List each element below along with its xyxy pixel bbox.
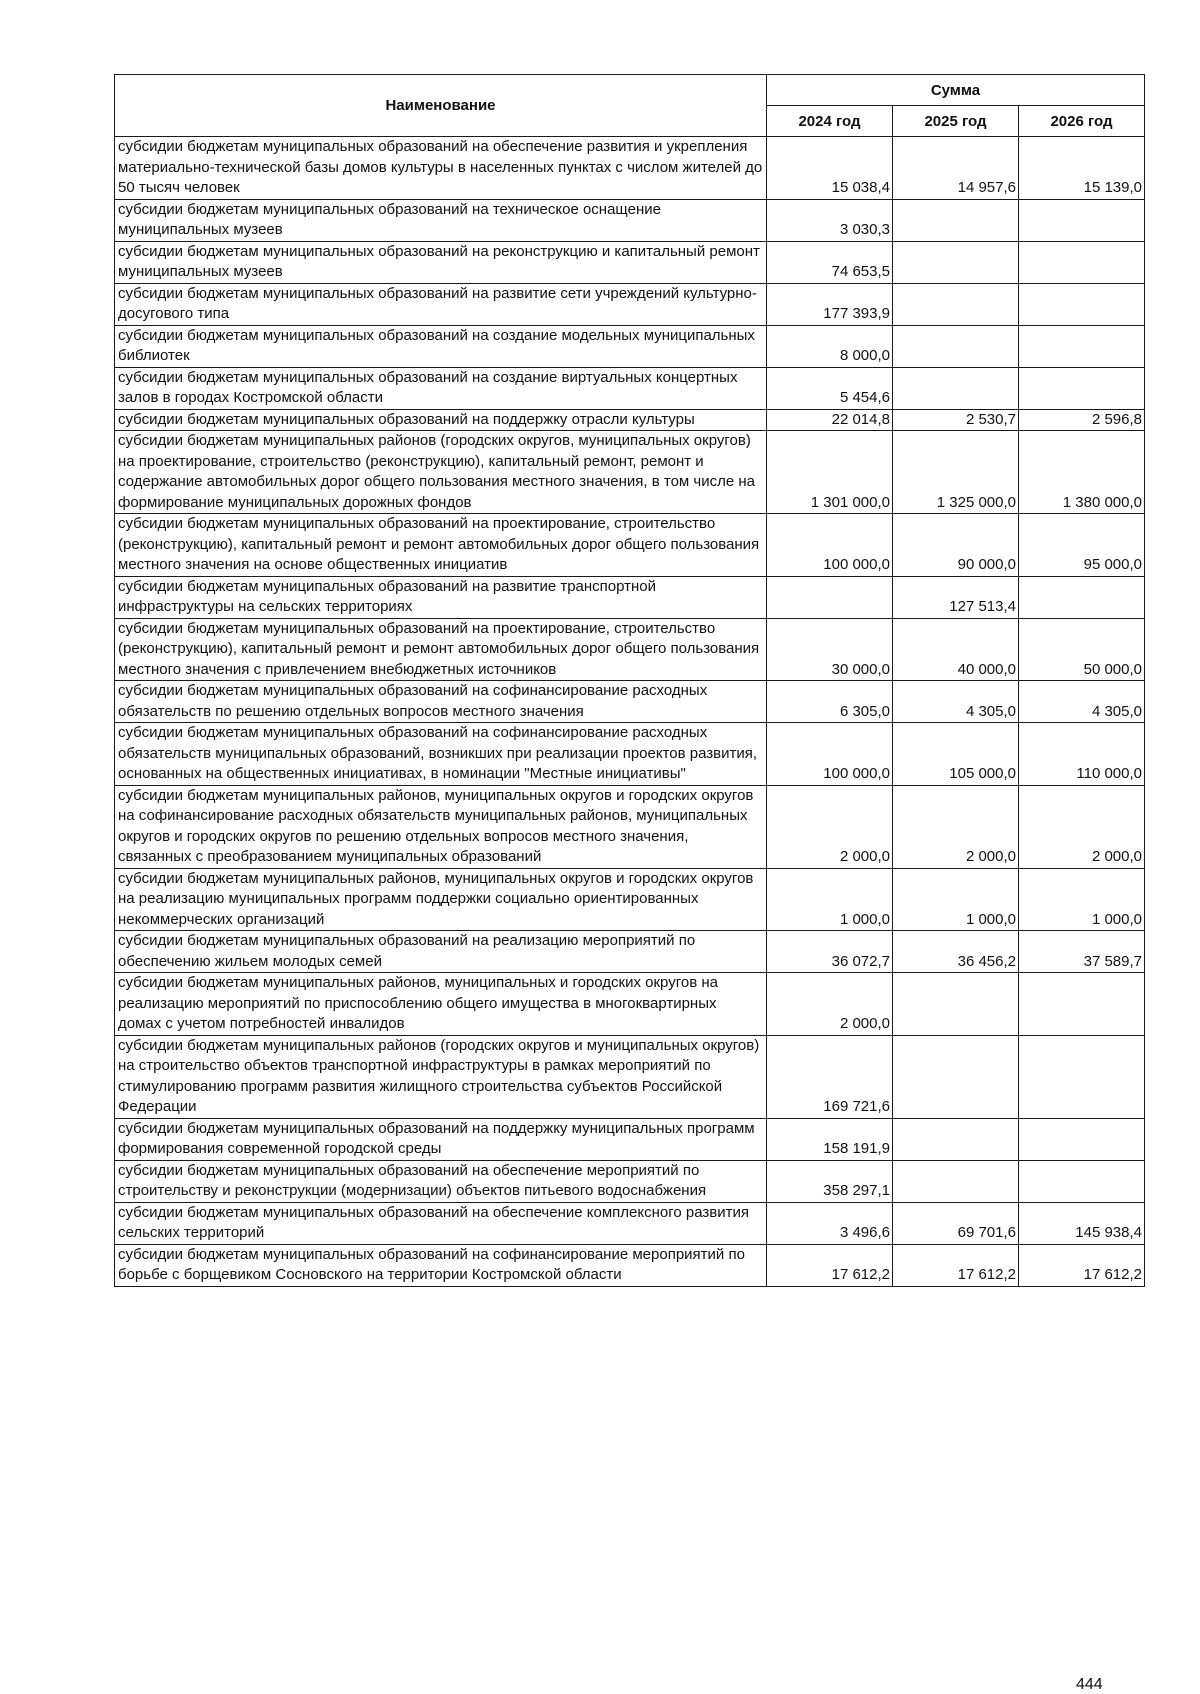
- row-name: субсидии бюджетам муниципальных образований на реализацию мероприятий по обеспечению жильем молодых семей: [115, 931, 767, 973]
- row-name: субсидии бюджетам муниципальных образований на софинансирование расходных обязательств муниципальных образований, возникших при реализации проектов развития, основанных на общественных инициативах, в номинации "Местные инициативы": [115, 723, 767, 786]
- table-row: [115, 1244, 1145, 1286]
- row-value-2025: 69 701,6: [893, 1202, 1019, 1244]
- row-value-2026: [1019, 576, 1145, 618]
- row-name: субсидии бюджетам муниципальных образований на реконструкцию и капитальный ремонт муниципальных музеев: [115, 241, 767, 283]
- table-row: [115, 1118, 1145, 1160]
- table-header: [115, 75, 1145, 137]
- row-value-2026: 15 139,0: [1019, 137, 1145, 200]
- table-row: [115, 137, 1145, 200]
- row-name: субсидии бюджетам муниципальных образований на проектирование, строительство (реконструкцию), капитальный ремонт и ремонт автомобильных дорог общего пользования местного значения на основе общественных инициатив: [115, 514, 767, 577]
- row-value-2025: [893, 1118, 1019, 1160]
- row-value-2024: 100 000,0: [767, 723, 893, 786]
- row-value-2025: 40 000,0: [893, 618, 1019, 681]
- row-value-2024: 1 301 000,0: [767, 431, 893, 514]
- table-row: [115, 283, 1145, 325]
- row-value-2026: [1019, 325, 1145, 367]
- row-name: субсидии бюджетам муниципальных образований на обеспечение развития и укрепления материально-технической базы домов культуры в населенных пунктах с числом жителей до 50 тысяч человек: [115, 137, 767, 200]
- table-row: [115, 973, 1145, 1036]
- row-value-2025: [893, 1035, 1019, 1118]
- document-page: [114, 74, 1144, 1287]
- row-name: субсидии бюджетам муниципальных образований на обеспечение мероприятий по строительству и реконструкции (модернизации) объектов питьевого водоснабжения: [115, 1160, 767, 1202]
- row-value-2026: 37 589,7: [1019, 931, 1145, 973]
- row-value-2026: [1019, 367, 1145, 409]
- table-row: [115, 409, 1145, 431]
- header-sum: Сумма: [767, 75, 1145, 106]
- row-value-2024: 177 393,9: [767, 283, 893, 325]
- table-body: [115, 137, 1145, 1287]
- row-value-2026: 17 612,2: [1019, 1244, 1145, 1286]
- row-value-2024: 158 191,9: [767, 1118, 893, 1160]
- row-value-2026: 1 380 000,0: [1019, 431, 1145, 514]
- row-value-2026: [1019, 1035, 1145, 1118]
- table-row: [115, 618, 1145, 681]
- row-value-2024: 30 000,0: [767, 618, 893, 681]
- row-value-2024: 17 612,2: [767, 1244, 893, 1286]
- row-value-2026: [1019, 1160, 1145, 1202]
- row-name: субсидии бюджетам муниципальных образований на поддержку отрасли культуры: [115, 409, 767, 431]
- row-name: субсидии бюджетам муниципальных образований на развитие сети учреждений культурно-досугового типа: [115, 283, 767, 325]
- table-row: [115, 723, 1145, 786]
- row-name: субсидии бюджетам муниципальных районов (городских округов, муниципальных округов) на проектирование, строительство (реконструкцию), капитальный ремонт, ремонт и содержание автомобильных дорог общего пользования местного значения, в том числе на формирование муниципальных дорожных фондов: [115, 431, 767, 514]
- row-value-2025: 36 456,2: [893, 931, 1019, 973]
- table-row: [115, 868, 1145, 931]
- table-row: [115, 241, 1145, 283]
- row-value-2026: 110 000,0: [1019, 723, 1145, 786]
- row-value-2024: 22 014,8: [767, 409, 893, 431]
- table-row: [115, 1202, 1145, 1244]
- row-name: субсидии бюджетам муниципальных образований на создание модельных муниципальных библиотек: [115, 325, 767, 367]
- row-value-2024: 3 496,6: [767, 1202, 893, 1244]
- row-value-2026: 2 000,0: [1019, 785, 1145, 868]
- row-value-2025: 1 000,0: [893, 868, 1019, 931]
- row-value-2024: 15 038,4: [767, 137, 893, 200]
- row-value-2025: 90 000,0: [893, 514, 1019, 577]
- row-name: субсидии бюджетам муниципальных районов, муниципальных округов и городских округов на реализацию муниципальных программ поддержки социально ориентированных некоммерческих организаций: [115, 868, 767, 931]
- row-value-2025: [893, 1160, 1019, 1202]
- row-name: субсидии бюджетам муниципальных районов, муниципальных округов и городских округов на софинансирование расходных обязательств муниципальных районов, муниципальных округов и городских округов по решению отдельных вопросов местного значения, связанных с преобразованием муниципальных образований: [115, 785, 767, 868]
- row-value-2025: [893, 283, 1019, 325]
- row-value-2026: [1019, 973, 1145, 1036]
- row-value-2025: [893, 973, 1019, 1036]
- row-name: субсидии бюджетам муниципальных районов (городских округов и муниципальных округов) на строительство объектов транспортной инфраструктуры в рамках мероприятий по стимулированию программ развития жилищного строительства субъектов Российской Федерации: [115, 1035, 767, 1118]
- table-row: [115, 1035, 1145, 1118]
- row-value-2024: 358 297,1: [767, 1160, 893, 1202]
- row-value-2025: 105 000,0: [893, 723, 1019, 786]
- row-name: субсидии бюджетам муниципальных районов, муниципальных и городских округов на реализацию мероприятий по приспособлению общего имущества в многоквартирных домах с учетом потребностей инвалидов: [115, 973, 767, 1036]
- row-value-2025: 14 957,6: [893, 137, 1019, 200]
- table-row: [115, 431, 1145, 514]
- row-value-2025: 1 325 000,0: [893, 431, 1019, 514]
- row-name: субсидии бюджетам муниципальных образований на софинансирование расходных обязательств по решению отдельных вопросов местного значения: [115, 681, 767, 723]
- table-row: [115, 681, 1145, 723]
- row-value-2026: 145 938,4: [1019, 1202, 1145, 1244]
- row-value-2025: 17 612,2: [893, 1244, 1019, 1286]
- budget-table: [114, 74, 1145, 1287]
- table-row: [115, 785, 1145, 868]
- row-value-2026: 50 000,0: [1019, 618, 1145, 681]
- table-row: [115, 576, 1145, 618]
- row-value-2026: [1019, 1118, 1145, 1160]
- header-year-2024: 2024 год: [767, 106, 893, 137]
- row-value-2026: 1 000,0: [1019, 868, 1145, 931]
- table-row: [115, 367, 1145, 409]
- header-name: Наименование: [115, 75, 767, 137]
- row-value-2026: [1019, 199, 1145, 241]
- row-value-2025: 2 000,0: [893, 785, 1019, 868]
- row-value-2024: 8 000,0: [767, 325, 893, 367]
- row-value-2025: 4 305,0: [893, 681, 1019, 723]
- table-row: [115, 325, 1145, 367]
- table-row: [115, 514, 1145, 577]
- row-value-2024: 74 653,5: [767, 241, 893, 283]
- row-name: субсидии бюджетам муниципальных образований на обеспечение комплексного развития сельских территорий: [115, 1202, 767, 1244]
- row-name: субсидии бюджетам муниципальных образований на проектирование, строительство (реконструкцию), капитальный ремонт и ремонт автомобильных дорог общего пользования местного значения с привлечением внебюджетных источников: [115, 618, 767, 681]
- row-name: субсидии бюджетам муниципальных образований на софинансирование мероприятий по борьбе с борщевиком Сосновского на территории Костромской области: [115, 1244, 767, 1286]
- row-value-2024: 6 305,0: [767, 681, 893, 723]
- row-value-2024: 3 030,3: [767, 199, 893, 241]
- row-name: субсидии бюджетам муниципальных образований на поддержку муниципальных программ формирования современной городской среды: [115, 1118, 767, 1160]
- row-value-2026: [1019, 283, 1145, 325]
- page-number: 444: [1076, 1676, 1103, 1693]
- row-value-2024: 1 000,0: [767, 868, 893, 931]
- row-value-2025: [893, 199, 1019, 241]
- row-value-2025: [893, 325, 1019, 367]
- row-value-2024: 100 000,0: [767, 514, 893, 577]
- row-value-2026: 2 596,8: [1019, 409, 1145, 431]
- row-value-2024: [767, 576, 893, 618]
- header-year-2025: 2025 год: [893, 106, 1019, 137]
- row-value-2025: 127 513,4: [893, 576, 1019, 618]
- row-value-2024: 2 000,0: [767, 785, 893, 868]
- header-year-2026: 2026 год: [1019, 106, 1145, 137]
- row-value-2025: 2 530,7: [893, 409, 1019, 431]
- row-name: субсидии бюджетам муниципальных образований на техническое оснащение муниципальных музеев: [115, 199, 767, 241]
- table-row: [115, 199, 1145, 241]
- row-value-2024: 36 072,7: [767, 931, 893, 973]
- row-value-2026: 95 000,0: [1019, 514, 1145, 577]
- row-value-2025: [893, 367, 1019, 409]
- row-name: субсидии бюджетам муниципальных образований на создание виртуальных концертных залов в городах Костромской области: [115, 367, 767, 409]
- row-value-2024: 5 454,6: [767, 367, 893, 409]
- row-value-2026: 4 305,0: [1019, 681, 1145, 723]
- row-value-2024: 169 721,6: [767, 1035, 893, 1118]
- row-value-2025: [893, 241, 1019, 283]
- table-row: [115, 931, 1145, 973]
- table-row: [115, 1160, 1145, 1202]
- row-value-2026: [1019, 241, 1145, 283]
- row-value-2024: 2 000,0: [767, 973, 893, 1036]
- row-name: субсидии бюджетам муниципальных образований на развитие транспортной инфраструктуры на сельских территориях: [115, 576, 767, 618]
